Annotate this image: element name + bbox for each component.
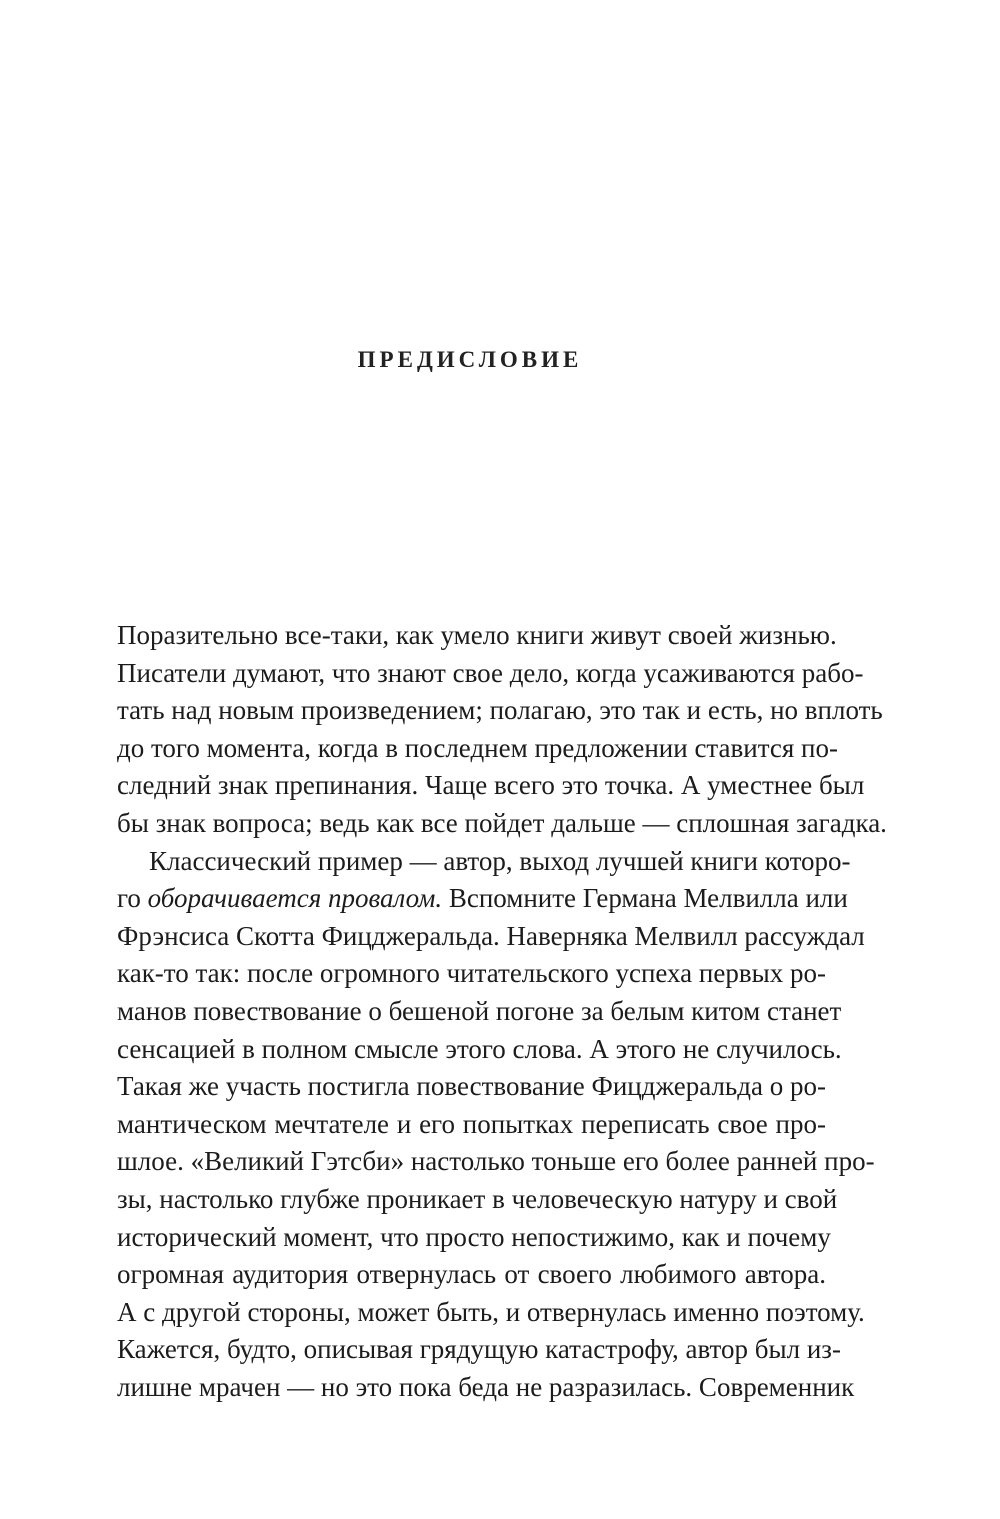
text-line: А с другой стороны, может быть, и отвернулась именно поэтому.	[117, 1296, 865, 1327]
text-line: шлое. «Великий Гэтсби» настолько тоньше его более ранней про-	[117, 1146, 875, 1177]
text-line: Поразительно все-таки, как умело книги живут своей жизнью.	[117, 620, 837, 650]
text-line: исторический момент, что просто непостижимо, как и почему	[117, 1221, 831, 1252]
text-line: Писатели думают, что знают свое дело, когда усаживаются рабо-	[117, 657, 864, 688]
text-line: Кажется, будто, описывая грядущую катастрофу, автор был из-	[117, 1334, 841, 1365]
text-segment: Вспомните Германа Мелвилла или	[442, 883, 848, 914]
emphasis-text: оборачивается провалом.	[147, 883, 443, 914]
text-line: до того момента, когда в последнем предложении ставится по-	[117, 732, 838, 763]
text-line: зы, настолько глубже проникает в человеческую натуру и свой	[117, 1183, 838, 1214]
text-line: бы знак вопроса; ведь как все пойдет дальше — сплошная загадка.	[117, 807, 887, 838]
body-text	[117, 617, 887, 1406]
text-line: Такая же участь постигла повествование Фицджеральда о ро-	[117, 1071, 826, 1102]
chapter-title: ПРЕДИСЛОВИЕ	[357, 347, 583, 372]
text-line: Фрэнсиса Скотта Фицджеральда. Наверняка Мелвилл рассуждал	[117, 920, 865, 951]
text-line: манов повествование о бешеной погоне за белым китом станет	[117, 995, 842, 1026]
text-line: лишне мрачен — но это пока беда не разразилась. Современник	[117, 1371, 855, 1402]
text-line: как-то так: после огромного читательского успеха первых ро-	[117, 958, 826, 989]
text-line: следний знак препинания. Чаще всего это точка. А уместнее был	[117, 770, 865, 801]
text-line: мантическом мечтателе и его попытках переписать свое про-	[117, 1108, 826, 1139]
text-segment: го	[117, 883, 148, 914]
text-line: огромная аудитория отвернулась от своего любимого автора.	[117, 1259, 826, 1290]
text-line: Классический пример — автор, выход лучшей книги которо-	[149, 845, 851, 876]
text-line: тать над новым произведением; полагаю, это так и есть, но вплоть	[117, 695, 883, 726]
text-line-mixed	[117, 880, 848, 918]
text-line: сенсацией в полном смысле этого слова. А этого не случилось.	[117, 1033, 842, 1064]
